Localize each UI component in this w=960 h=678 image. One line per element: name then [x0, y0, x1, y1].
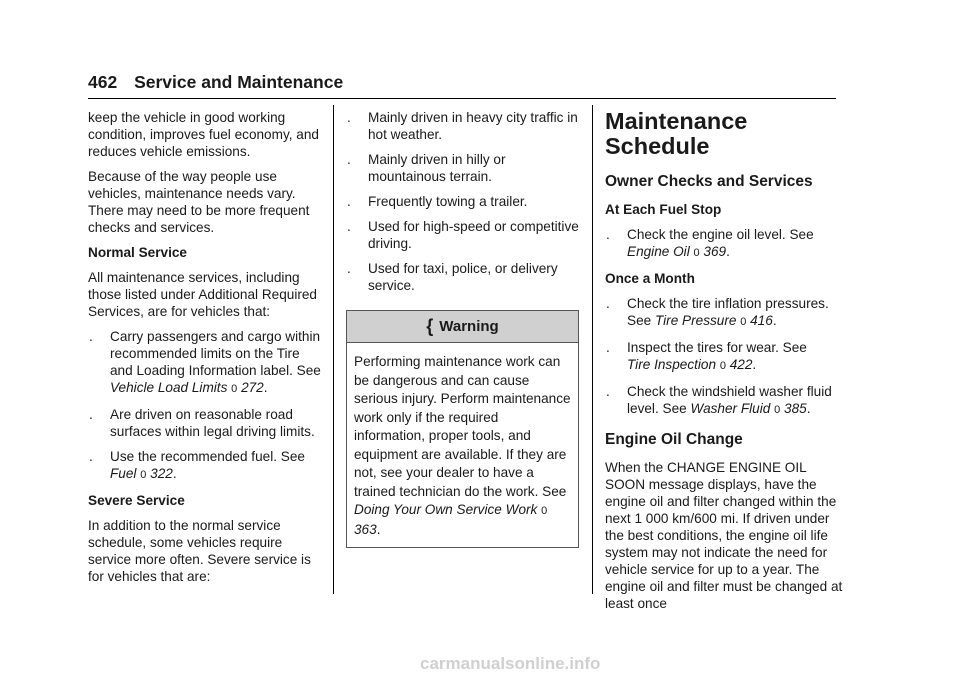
list-item [605, 226, 845, 262]
cross-reference-link[interactable]: Doing Your Own Service Work [354, 502, 538, 517]
page-reference[interactable]: 385 [784, 401, 807, 416]
bullet-marker: . [606, 340, 610, 355]
bullet-marker: . [606, 227, 610, 242]
column-2 [346, 109, 579, 548]
bullet-marker: . [606, 384, 610, 399]
bullet-marker: . [347, 194, 351, 209]
page-reference[interactable]: 416 [750, 313, 773, 328]
cross-reference-link[interactable]: Fuel [110, 466, 137, 481]
list-item [88, 406, 326, 440]
punctuation: . [752, 357, 757, 372]
bullet-marker: . [89, 407, 93, 422]
bullet-text: Mainly driven in hilly or mountainous terrain. [368, 152, 506, 184]
bullet-marker: . [347, 110, 351, 125]
bullet-marker: . [89, 449, 93, 464]
section-heading: Maintenance Schedule [605, 108, 748, 159]
bullet-text: Frequently towing a trailer. [368, 194, 528, 209]
page-ref-arrow-icon: 0 [719, 360, 726, 372]
page-number: 462 [88, 72, 118, 92]
fuel-stop-heading: At Each Fuel Stop [605, 202, 722, 217]
header-rule [88, 98, 836, 99]
warning-header [347, 311, 578, 343]
monthly-heading: Once a Month [605, 271, 695, 286]
section-title: Service and Maintenance [134, 72, 344, 92]
cross-reference-link[interactable]: Vehicle Load Limits [110, 380, 228, 395]
column-divider [333, 105, 334, 594]
bullet-text: Carry passengers and cargo within recommended limits on the Tire and Loading Information label. See [110, 329, 321, 378]
list-item [88, 328, 326, 398]
warning-body [347, 343, 578, 547]
watermark: carmanualsonline.info [420, 654, 601, 673]
subsection-heading: Owner Checks and Services [605, 173, 813, 190]
bullet-text: Check the windshield washer fluid level. See [627, 384, 832, 416]
page-ref-arrow-icon: 0 [740, 316, 747, 328]
bullet-marker: . [347, 219, 351, 234]
page-reference[interactable]: 369 [703, 244, 727, 259]
page-reference[interactable]: 422 [729, 357, 753, 372]
page-header [88, 72, 343, 93]
intro-paragraph: keep the vehicle in good working condition, improves fuel economy, and reduces vehicle emissions. [88, 110, 319, 159]
list-item [605, 383, 845, 419]
bullet-text: Check the tire inflation pressures. See [627, 296, 829, 328]
list-item [346, 260, 579, 294]
page-ref-arrow-icon: 0 [140, 469, 147, 481]
list-item [346, 193, 579, 210]
normal-service-heading: Normal Service [88, 245, 187, 260]
cross-reference-link[interactable]: Tire Inspection [627, 357, 717, 372]
list-item [605, 295, 845, 331]
bullet-text: Mainly driven in heavy city traffic in hot weather. [368, 110, 578, 142]
punctuation: . [806, 401, 811, 416]
bullet-marker: . [347, 152, 351, 167]
subsection-heading: Engine Oil Change [605, 431, 743, 448]
page-reference[interactable]: 272 [241, 380, 264, 395]
column-3 [605, 109, 845, 620]
punctuation: . [772, 313, 777, 328]
bullet-text: Used for high-speed or competitive driving. [368, 219, 579, 251]
list-item [88, 448, 326, 484]
normal-service-text: All maintenance services, including those listed under Additional Required Services, are for vehicles that: [88, 270, 317, 319]
bullet-marker: . [606, 296, 610, 311]
punctuation: . [263, 380, 268, 395]
page-ref-arrow-icon: 0 [541, 505, 548, 517]
page-ref-arrow-icon: 0 [693, 247, 700, 259]
list-item [346, 151, 579, 185]
punctuation: . [376, 521, 381, 537]
variability-paragraph: Because of the way people use vehicles, maintenance needs vary. There may need to be more frequent checks and services. [88, 169, 310, 235]
severe-service-text: In addition to the normal service schedule, some vehicles require service more often. Severe service is for vehicles that are: [88, 518, 311, 584]
severe-service-heading: Severe Service [88, 493, 185, 508]
bullet-text: Used for taxi, police, or delivery service. [368, 261, 558, 293]
bullet-marker: . [89, 329, 93, 344]
warning-box [346, 310, 579, 548]
cross-reference-link[interactable]: Engine Oil [627, 244, 690, 259]
bullet-text: Check the engine oil level. See [627, 227, 814, 242]
page-ref-arrow-icon: 0 [231, 383, 238, 395]
page-ref-arrow-icon: 0 [774, 404, 781, 416]
page-reference[interactable]: 322 [150, 466, 173, 481]
warning-icon: { [426, 316, 434, 336]
punctuation: . [726, 244, 730, 259]
list-item [605, 339, 845, 375]
bullet-text: Use the recommended fuel. See [110, 449, 305, 464]
bullet-marker: . [347, 261, 351, 276]
bullet-text: Inspect the tires for wear. See [627, 340, 807, 355]
cross-reference-link[interactable]: Tire Pressure [654, 313, 737, 328]
list-item [346, 109, 579, 143]
warning-text: Performing maintenance work can be dangerous and can cause serious injury. Perform maintenance work only if the required information, proper tools, and equipment are available. If they are not, see your dealer to have a trained technician do the work. See [354, 354, 571, 499]
oil-change-text: When the CHANGE ENGINE OIL SOON message displays, have the engine oil and filter changed within the next 1 000 km/600 mi. If driven under the best conditions, the engine oil life system may not indicate the need for vehicle service for up to a year. The engine oil and filter must be changed at least once [605, 460, 843, 611]
bullet-text: Are driven on reasonable road surfaces within legal driving limits. [110, 407, 315, 439]
column-1 [88, 109, 326, 593]
warning-title: Warning [439, 318, 499, 335]
punctuation: . [172, 466, 177, 481]
list-item [346, 218, 579, 252]
cross-reference-link[interactable]: Washer Fluid [690, 401, 771, 416]
page-reference[interactable]: 363 [354, 521, 377, 537]
column-divider [592, 105, 593, 594]
